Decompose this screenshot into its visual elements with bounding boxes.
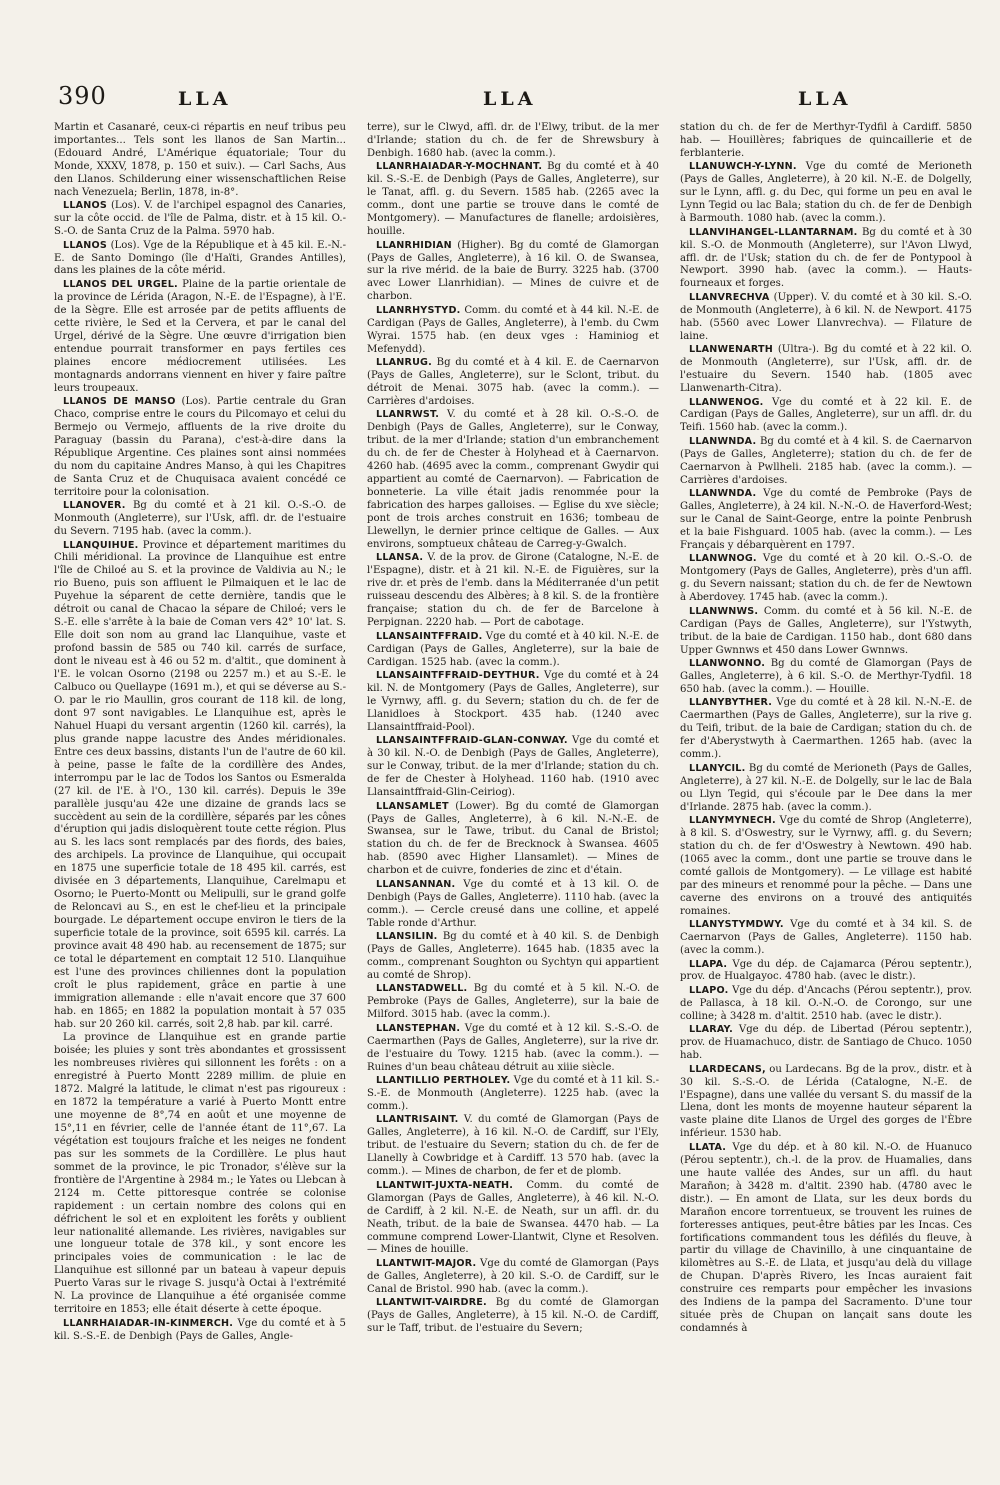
entry-text: Vge du comté et à 34 kil. S. de Caernarvon (Pays de Galles, Angleterre). 1150 hab. (avec la comm.).: [680, 919, 972, 957]
entry-headword: LLAPA.: [689, 958, 728, 970]
entry-text: Vge du comté de Merioneth (Pays de Galles, Angleterre), à 20 kil. N.-E. de Dolgelly, sur le Lynn, affl. g. du Dec, qui forme un peu en aval le Lynn Tegid ou lac Bala; station du ch. de fer de Denbigh à Barmouth. 1080 hab. (avec la comm.).: [680, 161, 972, 225]
entry-text: V. du comté et à 28 kil. O.-S.-O. de Denbigh (Pays de Galles, Angleterre), sur le Conway, tribut. de la mer d'Irlande; station d'un embranchement du ch. de fer de Chester à Holyhead et à Caernarvon. 4260 hab. (4695 avec la comm., comprenant Gwydir qui appartient au comté de Caernarvon). — Fabrication de bonneterie. La ville était jadis renommée pour la fabrication des harpes galloises. — Eglise du xve siècle; pont de trois arches construit en 1636; tombeau de Llewellyn, le dernier prince celtique de Galles. — Aux environs, somptueux château de Carreg-y-Gwalch.: [367, 409, 659, 550]
entry-text: Vge du comté de Pembroke (Pays de Galles, Angleterre), à 24 kil. N.-N.-O. de Haverford-West; sur le Canal de Saint-George, entre la pointe Penbrush et la baie Fishguard. 1005 hab. (avec la comm.). — Les Français y débarquèrent en 1797.: [680, 488, 972, 551]
column-2: [367, 122, 659, 1474]
entry-headword: LLANSA.: [376, 552, 424, 564]
entry-headword: LLANOS: [63, 239, 107, 251]
entry-text: Bg du comté et à 4 kil. E. de Caernarvon (Pays de Galles, Angleterre), sur le Sclont, tribut. du détroit de Menai. 3075 hab. (avec la comm.). — Carrières d'ardoises.: [367, 357, 659, 408]
dictionary-entry: [367, 357, 659, 409]
entry-headword: LLATA.: [689, 1141, 727, 1153]
dictionary-entry: [680, 658, 972, 697]
entry-text: Province et département maritimes du Chili méridional. La province de Llanquihue est entre l'île de Chiloé au S. et la province de Valdivia au N.; le rio Bueno, puis son affluent le Pilmaiquen et le lac de Puyehue la séparent de cette dernière, tandis que le détroit ou canal de Chacao la sépare de Chiloé; vers le S.-E. elle s'arrête à la baie de Coman vers 42° 10' lat. S. Elle doit son nom au grand lac Llanquihue, vaste et profond bassin de 585 ou 740 kil. carrés de surface, dont le niveau est à 46 ou 52 m. d'altit., que dominent à l'E. le volcan Osorno (2198 ou 2257 m.) et au S.-E. le Calbuco ou Quellaype (1691 m.), et qui se déverse au S.-O. par le rio Maullin, gros courant de 118 kil. de long, dont 97 sont navigables. Le Llanquihue est, après le Nahuel Huapi du versant argentin (1260 kil. carrés), la plus grande nappe lacustre des Andes méridionales. Entre ces deux bassins, distants l'un de l'autre de 60 kil. à peine, passe le faîte de la cordillère des Andes, interrompu par le lac de Todos los Santos ou Esmeralda (27 kil. de l'E. à l'O., 130 kil. carrés). Depuis le 39e parallèle jusqu'au 42e une dizaine de grands lacs se succèdent au sein de la cordillère, séparés par les cônes d'éruption qui jadis disloquèrent toute cette région. Plus au S. les lacs sont remplacés par des fiords, des baies, des archipels. La province de Llanquihue, qui occupait en 1875 une superficie totale de 18 495 kil. carrés, est divisée en 3 départements, Llanquihue, Carelmapu et Osorno; le Puerto-Montt ou Melipulli, sur le grand golfe de Reloncavi au S., en est le chef-lieu et la principale bourgade. Le département occupe environ le tiers de la superficie totale de la province, soit 6595 kil. carrés. La province avait 48 490 hab. au recensement de 1875; sur ce total le département en comptait 12 510. Llanquihue est l'une des provinces chiliennes dont la population croît le plus rapidement, grâce en partie à une immigration allemande : elle n'avait encore que 37 600 hab. en 1865; en 1882 la population montait à 57 035 hab. sur 20 260 kil. carrés, soit 2,8 hab. par kil. carré.: [54, 539, 346, 1030]
entry-text: station du ch. de fer de Merthyr-Tydfil à Cardiff. 5850 hab. — Houillères; fabriques de quincaillerie et de ferblanterie.: [680, 122, 972, 159]
entry-text: V. de la prov. de Girone (Catalogne, N.-E. de l'Espagne), distr. et à 21 kil. N.-E. de Figuières, sur la rive dr. et près de l'emb. dans la Méditerranée d'un petit ruisseau descendu des Albères; à 8 kil. S. de la frontière française; station du ch. de fer de Barcelone à Perpignan. 2220 hab. — Port de cabotage.: [367, 552, 659, 629]
entry-text: Vge du dép. de Libertad (Pérou septentr.), prov. de Huamachuco, distr. de Santiago de Chuco. 1050 hab.: [680, 1024, 972, 1062]
entry-text: Bg du comté et à 40 kil. S.-S.-E. de Denbigh (Pays de Galles, Angleterre), sur le Tanat, affl. g. du Severn. 1585 hab. (2265 avec la comm., dont une partie se trouve dans le comté de Montgomery). — Manufactures de flanelle; ardoisières, houille.: [367, 161, 659, 238]
entry-text: (Los). V. de l'archipel espagnol des Canaries, sur la côte occid. de l'île de Palma, distr. et à 15 kil. O.-S.-O. de Santa Cruz de la Palma. 5970 hab.: [54, 200, 346, 238]
dictionary-entry: [680, 763, 972, 815]
entry-text: Vge du comté et à 22 kil. E. de Cardigan (Pays de Galles, Angleterre), sur un affl. dr. du Teifi. 1560 hab. (avec la comm.).: [680, 396, 972, 434]
entry-headword: LLANWONNO.: [689, 658, 766, 670]
entry-headword: LLANYBYTHER.: [689, 697, 773, 709]
entry-headword: LLANSTADWELL.: [376, 983, 468, 995]
dictionary-entry: [367, 670, 659, 735]
entry-text: Vge du comté et à 24 kil. N. de Montgomery (Pays de Galles, Angleterre), sur le Vyrnwy, affl. g. du Severn; station du ch. de fer de Llanidloes à Stockport. 435 hab. (1240 avec Llansaintffraid-Pool).: [367, 670, 659, 733]
entry-text: Vge du dép. et à 80 kil. N.-O. de Huanuco (Pérou septentr.), ch.-l. de la prov. de Huamalies, dans une haute vallée des Andes, sur un affl. du haut Marañon; à 3428 m. d'altit. 2390 hab. (4780 avec le distr.). — En amont de Llata, sur les deux bords du Marañon encore torrentueux, se trouvent les ruines de forteresses antiques, peut-être bâties par les Incas. Ces fortifications commandent tous les défilés du fleuve, à partir du village de Chavinillo, à une cinquantaine de kilomètres au S.-E. de Llata, et jusqu'au delà du village de Chupan. D'après Rivero, les Incas auraient fait construire ces remparts pour empêcher les invasions des Indiens de la pampa del Sacramento. D'une tour située près de Chupan on lançait sans doute les condamnés à: [680, 1141, 972, 1335]
entry-headword: LLANTWIT-JUXTA-NEATH.: [376, 1179, 514, 1191]
entry-text: (Los). Partie centrale du Gran Chaco, comprise entre le cours du Pilcomayo et celui du Bermejo ou Vermejo, affluents de la rive droite du Paraguay (bassin du Parana), c'est-à-dire dans la République Argentine. Ces plaines sont ainsi nommées du nom du capitaine Andres Manso, à qui les Chapitres de Santa Cruz et de Chuquisaca avaient concédé ce territoire pour la colonisation.: [54, 396, 346, 498]
entry-headword: LLANRWST.: [376, 409, 440, 421]
entry-headword: LLANSANNAN.: [376, 878, 456, 890]
entry-headword: LLANSAINTFFRAID-DEYTHUR.: [376, 670, 540, 682]
dictionary-entry: [367, 1297, 659, 1336]
entry-headword: LLANWNDA.: [689, 435, 757, 447]
entry-text: Bg du comté et à 40 kil. S. de Denbigh (Pays de Galles, Angleterre). 1645 hab. (1835 avec la comm., comprenant Soughton ou Sychtyn qui appartient au comté de Shrop).: [367, 931, 659, 981]
dictionary-entry: [54, 500, 346, 539]
entry-headword: LLANSAINTFFRAID-GLAN-CONWAY.: [376, 735, 568, 747]
dictionary-entry: [680, 292, 972, 344]
entry-text: Vge du dép. de Cajamarca (Pérou septentr.), prov. de Hualgayoc. 4780 hab. (avec le distr.).: [680, 958, 972, 983]
entry-text: Plaine de la partie orientale de la province de Lérida (Aragon, N.-E. de l'Espagne), à l'E. de la Sègre. Elle est arrosée par de petits affluents de cette rivière, le Sed et la Cervera, et par le canal del Urgel, dérivé de la Sègre. Une œuvre d'irrigation bien entendue pourrait transformer en pays fertiles ces plaines encore médiocrement utilisées. Les montagnards andorrans viennent en hiver y faire paître leurs troupeaux.: [54, 278, 346, 394]
entry-text: Vge du comté et à 40 kil. N.-E. de Cardigan (Pays de Galles, Angleterre), sur la baie de Cardigan. 1525 hab. (avec la comm.).: [367, 630, 659, 668]
page-header: [0, 82, 1000, 116]
dictionary-entry: [367, 631, 659, 670]
entry-headword: LLANRHAIADAR-Y-MOCHNANT.: [376, 161, 543, 173]
entry-headword: LLANWNOG.: [689, 553, 757, 565]
entry-headword: LLANSAINTFFRAID.: [376, 630, 483, 642]
entry-text: (Upper). V. du comté et à 30 kil. S.-O. de Monmouth (Angleterre), à 6 kil. N. de Newport. 4175 hab. (5560 avec Lower Llanvrechva). — Filature de laine.: [680, 291, 972, 342]
entry-text: Vge du comté et à 13 kil. O. de Denbigh (Pays de Galles, Angleterre). 1110 hab. (avec la comm.). — Cercle creusé dans une colline, et appelé Table ronde d'Arthur.: [367, 878, 659, 929]
entry-text: V. du comté de Glamorgan (Pays de Galles, Angleterre), à 16 kil. N.-O. de Cardiff, sur l'Ely, tribut. de l'estuaire du Severn; station du ch. de fer de Llanelly à Cowbridge et à Cardiff. 13 570 hab. (avec la comm.). — Mines de charbon, de fer et de plomb.: [367, 1114, 659, 1178]
entry-text: Comm. du comté de Glamorgan (Pays de Galles, Angleterre), à 46 kil. N.-O. de Cardiff, à 2 kil. N.-E. de Neath, sur un affl. dr. du Neath, tribut. de la baie de Swansea. 4470 hab. — La commune comprend Lower-Llantwit, Clyne et Resolven. — Mines de houille.: [367, 1179, 659, 1256]
entry-text: Vge du comté et à 5 kil. S.-S.-E. de Denbigh (Pays de Galles, Angle-: [54, 1317, 346, 1342]
running-head-center: LLA: [483, 88, 537, 110]
dictionary-entry: [680, 488, 972, 553]
dictionary-entry: [680, 227, 972, 292]
entry-headword: LLANSILIN.: [376, 931, 438, 943]
entry-headword: LLANYSTYMDWY.: [689, 919, 784, 931]
dictionary-entry: [54, 1318, 346, 1344]
entry-text: Comm. du comté et à 56 kil. N.-E. de Cardigan (Pays de Galles, Angleterre), sur l'Ystwyth, tribut. de la baie de Cardigan. 1150 hab., dont 680 dans Upper Gwnnws et 450 dans Lower Gwnnws.: [680, 605, 972, 656]
entry-text: Vge du dép. d'Ancachs (Pérou septentr.), prov. de Pallasca, à 18 kil. O.-N.-O. de Corongo, sur une colline; à 3428 m. d'altit. 2510 hab. (avec le distr.).: [680, 984, 972, 1022]
entry-text: (Higher). Bg du comté de Glamorgan (Pays de Galles, Angleterre), à 16 kil. O. de Swansea, sur la rive mérid. de la baie de Burry. 3225 hab. (3700 avec Lower Llanrhidian). — Mines de cuivre et de charbon.: [367, 239, 659, 303]
dictionary-entry: [367, 983, 659, 1022]
dictionary-entry: [367, 879, 659, 931]
entry-headword: LLANRHYSTYD.: [376, 304, 461, 316]
dictionary-entry: [54, 240, 346, 279]
dictionary-entry: [367, 1114, 659, 1179]
entry-headword: LLANTWIT-MAJOR.: [376, 1257, 477, 1269]
entry-text: Bg du comté de Merioneth (Pays de Galles, Angleterre), à 27 kil. N.-E. de Dolgelly, sur le lac de Bala ou Llyn Tegid, qui s'écoule par le Dee dans la mer d'Irlande. 2875 hab. (avec la comm.).: [680, 762, 972, 813]
page-number: 390: [58, 82, 107, 110]
entry-text: Vge du comté et à 28 kil. N.-N.-E. de Caermarthen (Pays de Galles, Angleterre), sur la rive g. du Teifi, tribut. de la baie de Cardigan; station du ch. de fer d'Aberystwyth à Caermarthen. 1265 hab. (avec la comm.).: [680, 697, 972, 761]
dictionary-entry: [680, 436, 972, 488]
dictionary-entry: [680, 1064, 972, 1142]
dictionary-entry: [367, 735, 659, 800]
entry-headword: LLANWNDA.: [689, 488, 757, 500]
dictionary-entry: [54, 396, 346, 500]
dictionary-columns: [54, 122, 973, 1474]
dictionary-entry: [367, 1180, 659, 1258]
dictionary-entry: [54, 200, 346, 239]
entry-text: Vge du comté et à 11 kil. S.-S.-E. de Monmouth (Angleterre). 1225 hab. (avec la comm.).: [367, 1075, 659, 1112]
entry-headword: LLANOS DE MANSO: [63, 396, 176, 408]
entry-text: Bg du comté et à 21 kil. O.-S.-O. de Monmouth (Angleterre), sur l'Usk, affl. dr. de l'estuaire du Severn. 7195 hab. (avec la comm.).: [54, 500, 346, 538]
entry-headword: LLANSAMLET: [376, 800, 449, 812]
entry-headword: LLANRUG.: [376, 357, 432, 369]
entry-headword: LLANTILLIO PERTHOLEY.: [376, 1075, 511, 1087]
entry-text: (Lower). Bg du comté de Glamorgan (Pays de Galles, Angleterre), à 6 kil. N.-N.-E. de Swansea, sur le Tawe, tribut. du Canal de Bristol; station du ch. de fer de Brecknock à Swansea. 4605 hab. (8590 avec Higher Llansamlet). — Mines de charbon et de cuivre, fonderies de zinc et d'étain.: [367, 800, 659, 877]
entry-text: Vge du comté de Shrop (Angleterre), à 8 kil. S. d'Oswestry, sur le Vyrnwy, affl. g. du Severn; station du ch. de fer d'Oswestry à Newtown. 490 hab. (1065 avec la comm., dont une partie se trouve dans le comté gallois de Montgomery). — Le village est habité par des mineurs et renommé pour la pêche. — Dans une caverne des environs on a trouvé des antiquités romaines.: [680, 815, 972, 917]
dictionary-entry: [680, 606, 972, 658]
column-3: [680, 122, 972, 1474]
dictionary-entry: [680, 815, 972, 919]
entry-headword: LLANVRECHVA: [689, 291, 770, 303]
dictionary-entry: [367, 801, 659, 879]
dictionary-entry: [367, 305, 659, 357]
entry-headword: LLANYCIL.: [689, 762, 746, 774]
dictionary-entry: [680, 1024, 972, 1063]
entry-text: ou Lardecans. Bg de la prov., distr. et à 30 kil. S.-S.-O. de Lérida (Catalogne, N.-E. de l'Espagne), dans une vallée du versant S. du massif de la Llena, dont les monts de moyenne hauteur séparent la vaste plaine dite Llanos de Urgel des gorges de l'Èbre inférieur. 1530 hab.: [680, 1063, 972, 1140]
entry-headword: LLANYMYNECH.: [689, 815, 776, 827]
dictionary-entry: [680, 697, 972, 762]
dictionary-entry: [54, 540, 346, 1032]
dictionary-entry: [54, 1032, 346, 1317]
entry-headword: LLANOS: [63, 200, 107, 212]
dictionary-entry: [367, 1075, 659, 1114]
entry-headword: LLANUWCH-Y-LYNN.: [689, 161, 797, 173]
entry-headword: LLANWENARTH: [689, 344, 773, 356]
entry-text: terre), sur le Clwyd, affl. dr. de l'Elwy, tribut. de la mer d'Irlande; station du ch. de fer de Shrewsbury à Denbigh. 1680 hab. (avec la comm.).: [367, 122, 659, 159]
entry-headword: LLARAY.: [689, 1024, 733, 1036]
dictionary-entry: [367, 240, 659, 305]
entry-headword: LLAPO.: [689, 984, 729, 996]
entry-text: Bg du comté de Glamorgan (Pays de Galles, Angleterre), à 6 kil. S.-O. de Merthyr-Tydfil. 18 650 hab. (avec la comm.). — Houille.: [680, 658, 972, 695]
dictionary-entry: [680, 397, 972, 436]
dictionary-entry: [367, 409, 659, 551]
dictionary-entry: [367, 1258, 659, 1297]
dictionary-entry: [54, 122, 346, 200]
dictionary-entry: [367, 552, 659, 630]
dictionary-entry: [367, 1023, 659, 1075]
entry-headword: LLANOS DEL URGEL.: [63, 278, 178, 290]
dictionary-entry: [680, 122, 972, 161]
dictionary-entry: [367, 122, 659, 161]
entry-text: Bg du comté et à 30 kil. S.-O. de Monmouth (Angleterre), sur l'Avon Llwyd, affl. dr. de l'Usk; station du ch. de fer de Pontypool à Newport. 3990 hab. (avec la comm.). — Hauts-fourneaux et forges.: [680, 226, 972, 290]
dictionary-entry: [680, 959, 972, 985]
entry-headword: LLANTWIT-VAIRDRE.: [376, 1297, 487, 1309]
entry-text: Vge du comté et à 12 kil. S.-S.-O. de Caermarthen (Pays de Galles, Angleterre), sur la rive dr. de l'estuaire du Towy. 1215 hab. (avec la comm.). — Ruines d'un beau château détruit au xiiie siècle.: [367, 1022, 659, 1073]
entry-text: Bg du comté de Glamorgan (Pays de Galles, Angleterre), à 15 kil. N.-O. de Cardiff, sur le Taff, tribut. de l'estuaire du Severn;: [367, 1297, 659, 1335]
entry-text: Bg du comté et à 4 kil. S. de Caernarvon (Pays de Galles, Angleterre); station du ch. de fer de Caernarvon à Pwllheli. 2185 hab. (avec la comm.). — Carrières d'ardoises.: [680, 435, 972, 486]
entry-text: Bg du comté et à 5 kil. N.-O. de Pembroke (Pays de Galles, Angleterre), sur la baie de Milford. 3015 hab. (avec la comm.).: [367, 983, 659, 1021]
entry-headword: LLANQUIHUE.: [63, 539, 139, 551]
dictionary-entry: [54, 279, 346, 396]
entry-headword: LLANRHAIADAR-IN-KINMERCH.: [63, 1317, 234, 1329]
entry-text: Comm. du comté et à 44 kil. N.-E. de Cardigan (Pays de Galles, Angleterre), à l'emb. du Cwm Wyrai. 1575 hab. (en deux vges : Haminiog et Mefenydd).: [367, 304, 659, 355]
dictionary-entry: [680, 553, 972, 605]
entry-text: Martin et Casanaré, ceux-ci répartis en neuf tribus peu importantes... Tels sont les llanos de San Martin... (Edouard André, L'Amérique équatoriale; Tour du Monde, XXXV, 1878, p. 150 et suiv.). — Carl Sachs, Aus den Llanos. Schilderung einer wissenschaftlichen Reise nach Venezuela; Berlin, 1878, in-8°.: [54, 122, 346, 198]
entry-headword: LLARDECANS,: [689, 1063, 766, 1075]
running-head-right: LLA: [798, 88, 852, 110]
dictionary-entry: [680, 919, 972, 958]
entry-headword: LLANOVER.: [63, 500, 126, 512]
dictionary-entry: [680, 985, 972, 1024]
entry-headword: LLANSTEPHAN.: [376, 1022, 461, 1034]
column-1: [54, 122, 346, 1474]
dictionary-entry: [680, 161, 972, 226]
dictionary-entry: [367, 161, 659, 239]
entry-text: (Ultra-). Bg du comté et à 22 kil. O. de Monmouth (Angleterre), sur l'Usk, affl. dr. de l'estuaire du Severn. 1540 hab. (1805 avec Llanwenarth-Citra).: [680, 344, 972, 395]
entry-headword: LLANRHIDIAN: [376, 239, 452, 251]
entry-headword: LLANWENOG.: [689, 396, 764, 408]
dictionary-entry: [367, 931, 659, 983]
entry-headword: LLANTRISAINT.: [376, 1114, 459, 1126]
dictionary-entry: [680, 344, 972, 396]
running-head-left: LLA: [178, 88, 232, 110]
entry-text: Vge du comté de Glamorgan (Pays de Galles, Angleterre), à 20 kil. S.-O. de Cardiff, sur le Canal de Bristol. 990 hab. (avec la comm.).: [367, 1257, 659, 1295]
entry-text: Vge du comté et à 30 kil. N.-O. de Denbigh (Pays de Galles, Angleterre), sur le Conway, tribut. de la mer d'Irlande; station du ch. de fer de Chester à Holyhead. 1160 hab. (1910 avec Llansaintffraid-Glin-Ceiriog).: [367, 735, 659, 799]
entry-text: Vge du comté et à 20 kil. O.-S.-O. de Montgomery (Pays de Galles, Angleterre), près d'un affl. g. du Severn naissant; station du ch. de fer de Newtown à Aberdovey. 1745 hab. (avec la comm.).: [680, 553, 972, 604]
dictionary-entry: [680, 1142, 972, 1336]
entry-headword: LLANVIHANGEL-LLANTARNAM.: [689, 226, 858, 238]
entry-text: La province de Llanquihue est en grande partie boisée; les pluies y sont très abondantes et grossissent les nombreuses rivières qui sillonnent les forêts : on a enregistré à Puerto Montt 2289 millim. de pluie en 1872. Malgré la latitude, le climat n'est pas rigoureux : en 1872 la température a varié à Puerto Montt entre une moyenne de 8°,74 en août et une moyenne de 15°,11 en février, celle de l'année étant de 11°,67. La végétation est toujours fraîche et les neiges ne fondent pas sur les sommets de la Cordillère. Le plus haut sommet de la province, le pic Tronador, s'élève sur la frontière de l'Argentine à 2984 m.; le Yates ou Llebcan à 2124 m. Cette pittoresque contrée se colonise rapidement : un certain nombre des colons qui en défrichent le sol et en exploitent les forêts y oublient leur nationalité allemande. Les rivières, navigables sur une longueur totale de 378 kil., y sont encore les principales voies de communication : le lac de Llanquihue est sillonné par un bateau à vapeur depuis Puerto Varas sur le rivage S. jusqu'à Octai à l'extrémité N. La province de Llanquihue a été organisée comme territoire en 1853; elle était déserte à cette époque.: [54, 1032, 346, 1316]
entry-text: (Los). Vge de la République et à 45 kil. E.-N.-E. de Santo Domingo (île d'Haïti, Grandes Antilles), dans les plaines de la côte mérid.: [54, 239, 346, 277]
entry-headword: LLANWNWS.: [689, 605, 759, 617]
